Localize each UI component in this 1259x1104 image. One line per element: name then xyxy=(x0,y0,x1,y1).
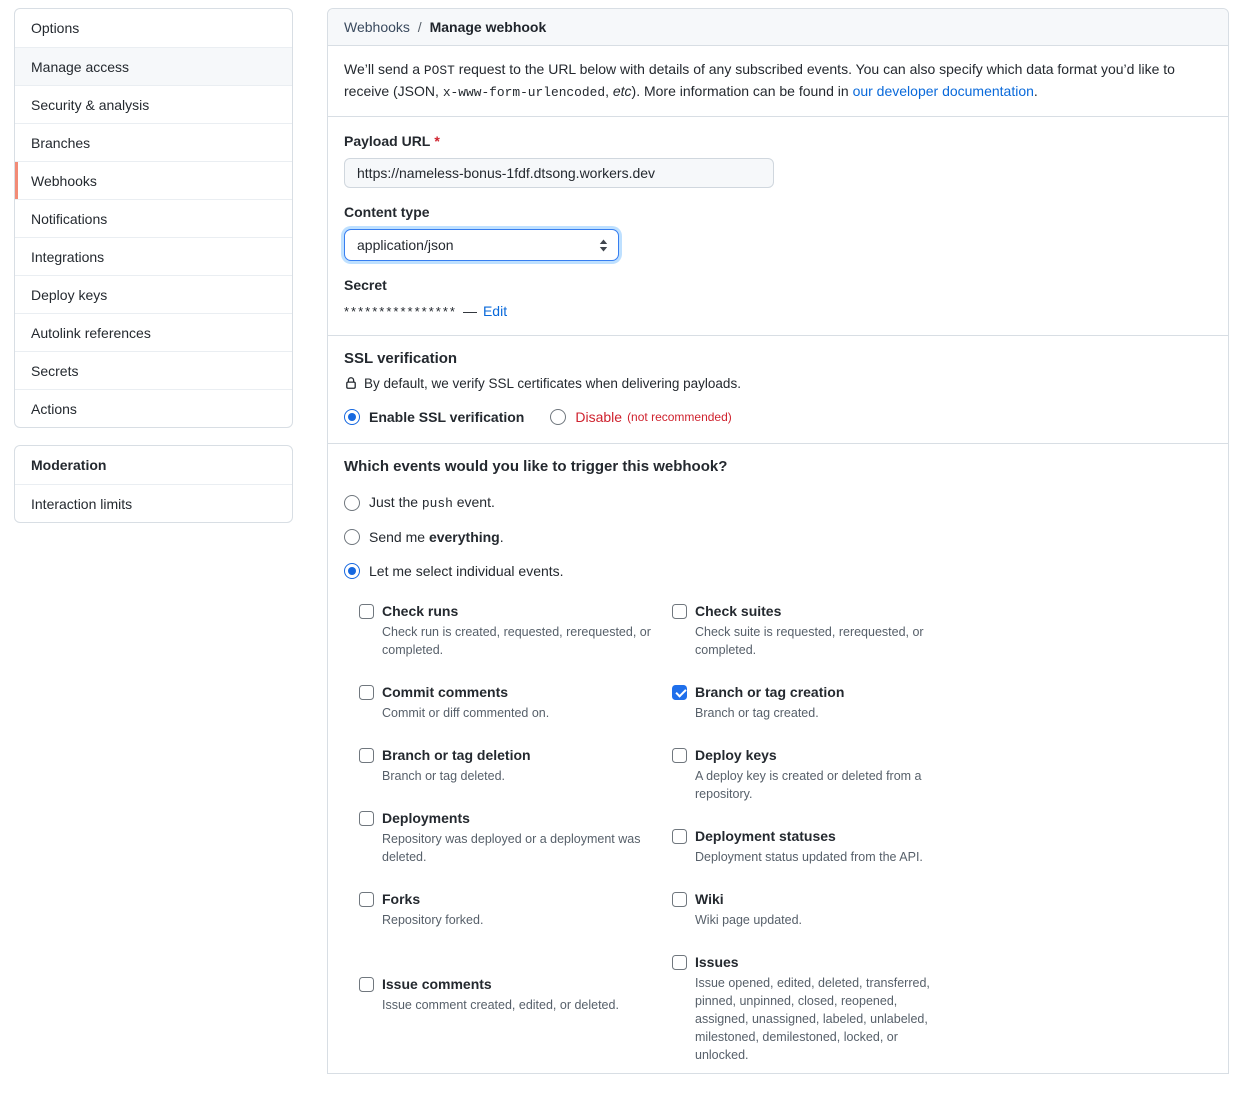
enable-ssl-option[interactable]: Enable SSL verification xyxy=(344,409,524,425)
disable-ssl-option[interactable]: Disable (not recommended) xyxy=(550,409,731,425)
sidebar-item-autolink-references[interactable]: Autolink references xyxy=(15,313,292,351)
forks-checkbox[interactable] xyxy=(359,892,374,907)
event-item: Branch or tag creation Branch or tag created. xyxy=(672,683,950,722)
lock-icon xyxy=(344,375,358,391)
sidebar-item-manage-access[interactable]: Manage access xyxy=(15,47,292,85)
event-item: Check runs Check run is created, requested, rerequested, or completed. xyxy=(359,602,669,659)
sidebar-item-webhooks[interactable]: Webhooks xyxy=(15,161,292,199)
secret-row xyxy=(344,303,1212,319)
secret-edit-link[interactable]: Edit xyxy=(482,303,508,319)
sidebar-item-options[interactable]: Options xyxy=(31,20,80,36)
sidebar-item-branches[interactable]: Branches xyxy=(15,123,292,161)
just-push-radio[interactable] xyxy=(344,495,360,511)
event-item: Commit comments Commit or diff commented on. xyxy=(359,683,669,722)
select-individual-option[interactable]: Let me select individual events. xyxy=(344,563,1212,579)
ssl-heading: SSL verification xyxy=(344,350,458,367)
post-code: POST xyxy=(423,63,455,78)
settings-nav xyxy=(14,8,293,428)
payload-url-label: Payload URL * xyxy=(344,133,440,149)
check-suites-checkbox[interactable] xyxy=(672,604,687,619)
event-item: Wiki Wiki page updated. xyxy=(672,890,950,929)
event-item: Deployment statuses Deployment status updated from the API. xyxy=(672,827,950,866)
deployment-statuses-checkbox[interactable] xyxy=(672,829,687,844)
events-heading: Which events would you like to trigger this webhook? xyxy=(344,458,728,475)
send-everything-option[interactable]: Send me everything. xyxy=(344,529,1212,545)
ssl-radio-group xyxy=(344,409,1212,425)
developer-documentation-link[interactable]: our developer documentation xyxy=(852,83,1034,99)
event-item: Check suites Check suite is requested, rerequested, or completed. xyxy=(672,602,950,659)
just-push-option[interactable]: Just the push event. xyxy=(344,494,1212,511)
events-section xyxy=(328,444,1228,1104)
secret-masked-value: **************** xyxy=(344,303,457,319)
ssl-note: By default, we verify SSL certificates when delivering payloads. xyxy=(344,375,1212,391)
events-column-left xyxy=(359,602,669,1088)
urlencoded-code: x-www-form-urlencoded xyxy=(442,85,606,100)
breadcrumb-webhooks-link[interactable]: Webhooks xyxy=(344,19,410,35)
commit-comments-checkbox[interactable] xyxy=(359,685,374,700)
check-runs-checkbox[interactable] xyxy=(359,604,374,619)
event-item: Branch or tag deletion Branch or tag deleted. xyxy=(359,746,669,785)
events-grid xyxy=(344,602,1212,1088)
webhook-form xyxy=(328,117,1228,336)
send-everything-radio[interactable] xyxy=(344,529,360,545)
required-asterisk: * xyxy=(434,133,440,149)
payload-url-input[interactable] xyxy=(344,158,774,188)
enable-ssl-radio[interactable] xyxy=(344,409,360,425)
issue-comments-checkbox[interactable] xyxy=(359,977,374,992)
event-item: Issues Issue opened, edited, deleted, transferred, pinned, unpinned, closed, reopened, assigned, unassigned, labeled, unlabeled, milestoned, demilestoned, locked, or unlocked. xyxy=(672,953,950,1064)
sidebar-item-secrets[interactable]: Secrets xyxy=(15,351,292,389)
event-item: Issue comments Issue comment created, edited, or deleted. xyxy=(359,975,669,1014)
secret-label: Secret xyxy=(344,277,387,293)
event-item: Deployments Repository was deployed or a deployment was deleted. xyxy=(359,809,669,866)
issues-checkbox[interactable] xyxy=(672,955,687,970)
sidebar-item-integrations[interactable]: Integrations xyxy=(15,237,292,275)
event-item: Deploy keys A deploy key is created or deleted from a repository. xyxy=(672,746,950,803)
branch-tag-deletion-checkbox[interactable] xyxy=(359,748,374,763)
intro-text: We’ll send a xyxy=(344,61,424,77)
content-type-label: Content type xyxy=(344,204,430,220)
wiki-checkbox[interactable] xyxy=(672,892,687,907)
breadcrumb-separator: / xyxy=(417,19,422,35)
sidebar-item-security-analysis[interactable]: Security & analysis xyxy=(15,85,292,123)
moderation-nav xyxy=(14,445,293,523)
ssl-verification-section xyxy=(328,336,1228,444)
webhook-intro-text: We’ll send a POST request to the URL below with details of any subscribed events. You can also specify which data format you’d like to receive (JSON, x-www-form-urlencoded, etc). More information can be found in our developer documentation. xyxy=(328,46,1228,117)
content-type-select[interactable] xyxy=(344,229,619,261)
branch-tag-creation-checkbox[interactable] xyxy=(672,685,687,700)
manage-webhook-panel xyxy=(327,8,1229,1074)
sidebar-item-deploy-keys[interactable]: Deploy keys xyxy=(15,275,292,313)
unfold-icon xyxy=(599,239,608,252)
secret-separator: — xyxy=(462,303,477,319)
deployments-checkbox[interactable] xyxy=(359,811,374,826)
moderation-section-header: Moderation xyxy=(31,457,107,473)
select-individual-radio[interactable] xyxy=(344,563,360,579)
disable-ssl-radio[interactable] xyxy=(550,409,566,425)
settings-sidebar xyxy=(14,8,293,540)
content-type-selected-value: application/json xyxy=(357,237,454,253)
sidebar-item-actions[interactable]: Actions xyxy=(15,389,292,427)
sidebar-item-interaction-limits[interactable]: Interaction limits xyxy=(15,484,292,522)
breadcrumb-current: Manage webhook xyxy=(429,19,547,35)
breadcrumb xyxy=(328,9,1228,46)
sidebar-item-notifications[interactable]: Notifications xyxy=(15,199,292,237)
deploy-keys-checkbox[interactable] xyxy=(672,748,687,763)
events-column-right xyxy=(672,602,950,1088)
event-item: Forks Repository forked. xyxy=(359,890,669,929)
